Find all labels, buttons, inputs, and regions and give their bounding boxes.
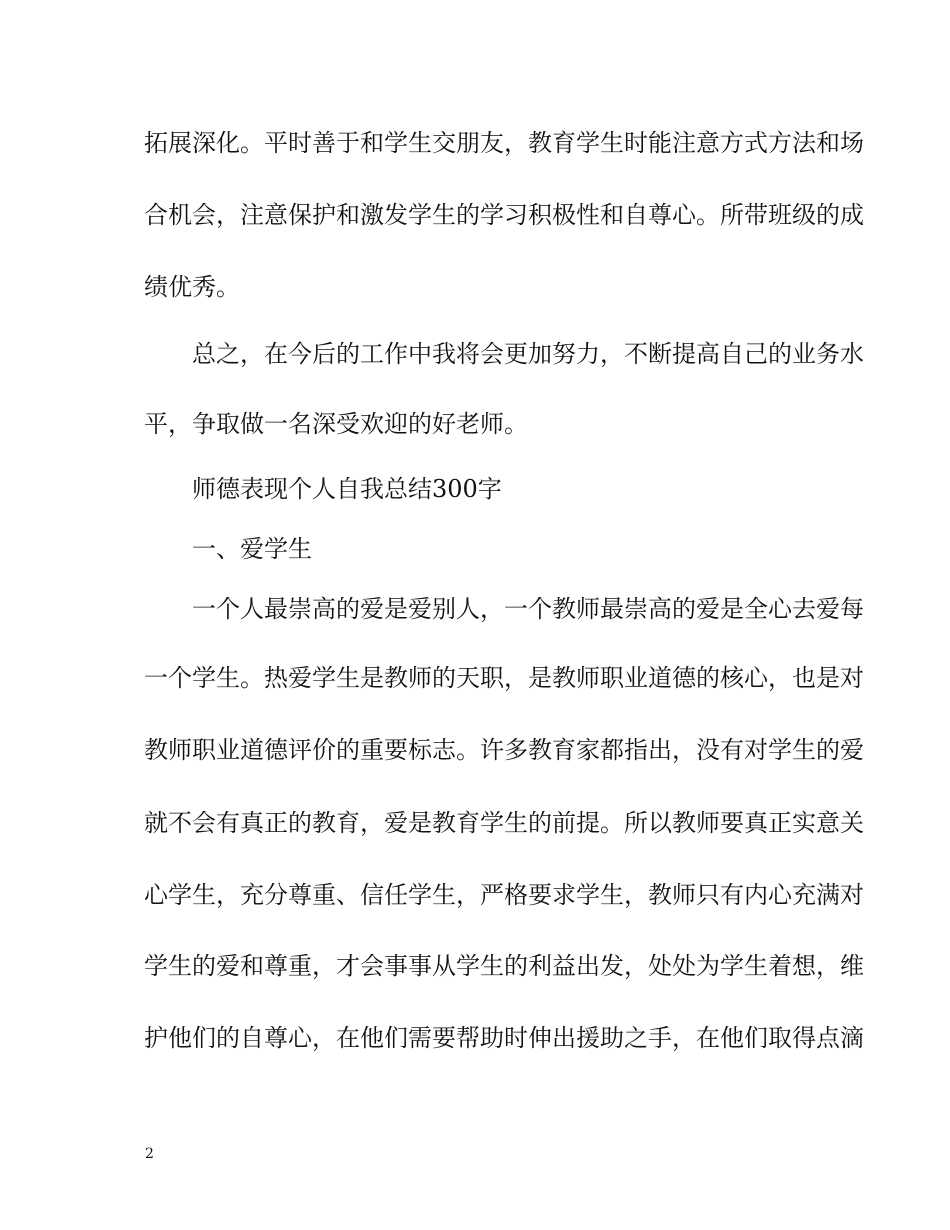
body-text-line: 一个学生。热爱学生是教师的天职，是教师职业道德的核心，也是对 <box>144 664 864 692</box>
body-text-line: 学生的爱和尊重，才会事事从学生的利益出发，处处为学生着想，维 <box>144 952 864 980</box>
paragraph-first-line: 总之，在今后的工作中我将会更加努力，不断提高自己的业务水 <box>192 340 864 368</box>
body-text-line: 心学生，充分尊重、信任学生，严格要求学生，教师只有内心充满对 <box>144 881 864 909</box>
body-text-line: 绩优秀。 <box>144 273 240 301</box>
body-text-line: 教师职业道德评价的重要标志。许多教育家都指出，没有对学生的爱 <box>144 736 864 764</box>
section-heading: 师德表现个人自我总结300字 <box>192 475 502 503</box>
body-text-line: 护他们的自尊心，在他们需要帮助时伸出援助之手，在他们取得点滴 <box>144 1024 864 1052</box>
body-text-line: 合机会，注意保护和激发学生的学习积极性和自尊心。所带班级的成 <box>144 201 864 229</box>
paragraph-first-line: 一个人最崇高的爱是爱别人，一个教师最崇高的爱是全心去爱每 <box>192 595 864 623</box>
page-number: 2 <box>145 1146 154 1162</box>
body-text-line: 就不会有真正的教育，爱是教育学生的前提。所以教师要真正实意关 <box>144 809 864 837</box>
body-text-line: 拓展深化。平时善于和学生交朋友，教育学生时能注意方式方法和场 <box>144 129 864 157</box>
subsection-heading: 一、爱学生 <box>192 535 312 563</box>
body-text-line: 平，争取做一名深受欢迎的好老师。 <box>144 410 528 438</box>
